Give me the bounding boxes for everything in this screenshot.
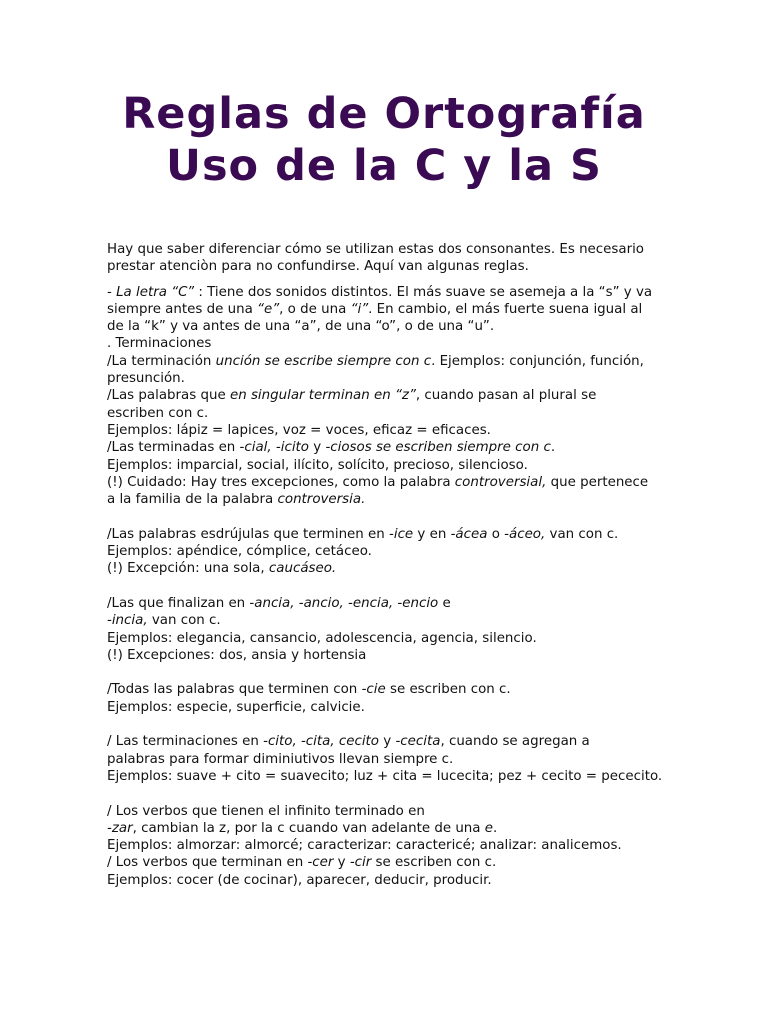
title-line-2: Uso de la C y la S [166, 141, 602, 191]
text-segment: , cuando se agregan a [440, 734, 590, 750]
title-line-1: Reglas de Ortografía [122, 89, 646, 139]
text-segment: Ejemplos: especie, superficie, calvicie. [107, 699, 365, 715]
italic-text: -áceo, [504, 526, 546, 542]
text-segment: escriben con c. [107, 405, 209, 421]
text-segment: van con c. [147, 613, 221, 629]
text-segment: y [308, 440, 326, 456]
paragraph-spacer [107, 508, 667, 525]
text-segment: . Ejemplos: conjunción, función, [431, 353, 644, 369]
text-segment: / Los verbos que tienen el infinito terminado en [107, 803, 425, 819]
text-line [107, 335, 667, 352]
text-line [107, 630, 667, 647]
paragraph-spacer [107, 716, 667, 733]
text-line [107, 370, 667, 387]
italic-text: controversial, [454, 474, 547, 490]
text-segment: Ejemplos: suave + cito = suavecito; luz + cita = lucecita; pez + cecito = pececito. [107, 768, 663, 784]
italic-text: -zar [107, 820, 133, 836]
text-line [107, 353, 667, 370]
text-segment: y [333, 855, 350, 871]
text-segment: . En cambio, el más fuerte suena igual al [368, 301, 643, 317]
italic-text: e [484, 820, 493, 836]
text-segment: /Las palabras que [107, 388, 230, 404]
text-line [107, 422, 667, 439]
italic-text: -ice [389, 526, 414, 542]
text-segment: Ejemplos: almorzar: almorcé; caracterizar: caractericé; analizar: analicemos. [107, 838, 622, 854]
text-segment: /Las terminadas en [107, 440, 240, 456]
text-line [107, 457, 667, 474]
text-line [107, 387, 667, 404]
paragraph-spacer [107, 785, 667, 802]
text-segment: (!) Excepción: una sola, [107, 561, 269, 577]
text-segment: . [493, 820, 498, 836]
text-line [107, 837, 667, 854]
paragraph-spacer [107, 664, 667, 681]
text-segment: Ejemplos: lápiz = lapices, voz = voces, eficaz = eficaces. [107, 422, 491, 438]
text-line [107, 699, 667, 716]
text-line [107, 543, 667, 560]
text-segment: se escriben con c. [371, 855, 497, 871]
text-segment: y [379, 734, 396, 750]
text-line [107, 612, 667, 629]
text-segment: Ejemplos: cocer (de cocinar), aparecer, deducir, producir. [107, 872, 492, 888]
text-segment: : Tiene dos sonidos distintos. El más suave se asemeja a la “s” y va [194, 284, 653, 300]
text-segment: /La terminación [107, 353, 216, 369]
text-line [107, 560, 667, 577]
text-segment: . Terminaciones [107, 336, 212, 352]
text-line [107, 439, 667, 456]
text-segment: Ejemplos: imparcial, social, ilícito, solícito, precioso, silencioso. [107, 457, 528, 473]
italic-text: -cir [349, 855, 372, 871]
text-line [107, 491, 667, 508]
italic-text: “i” [350, 301, 369, 317]
text-segment: Ejemplos: apéndice, cómplice, cetáceo. [107, 544, 372, 560]
italic-text: en singular terminan en “z” [229, 388, 416, 404]
text-line [107, 301, 667, 318]
italic-text: -cecita [395, 734, 441, 750]
text-segment: /Las palabras esdrújulas que terminen en [107, 526, 390, 542]
text-line [107, 284, 667, 301]
text-segment: , cuando pasan al plural se [415, 388, 597, 404]
text-segment: / Los verbos que terminan en [107, 855, 308, 871]
document-body [107, 241, 667, 889]
text-segment: /Todas las palabras que terminen con [107, 682, 362, 698]
italic-text: caucáseo. [268, 561, 337, 577]
italic-text: -cer [307, 855, 334, 871]
text-segment: (!) Excepciones: dos, ansia y hortensia [107, 647, 367, 663]
text-segment: palabras para formar diminiutivos llevan siempre c. [107, 751, 454, 767]
text-segment: a la familia de la palabra [107, 492, 278, 508]
italic-text: unción se escribe siempre con c [215, 353, 432, 369]
text-line [107, 681, 667, 698]
text-segment: o [487, 526, 505, 542]
text-segment: /Las que finalizan en [107, 595, 250, 611]
text-segment: Hay que saber diferenciar cómo se utilizan estas dos consonantes. Es necesario [107, 242, 644, 257]
paragraph-spacer [107, 578, 667, 595]
text-segment: que pertenece [546, 474, 649, 490]
text-line [107, 526, 667, 543]
text-line [107, 751, 667, 768]
text-line [107, 318, 667, 335]
text-line [107, 474, 667, 491]
italic-text: -ancia, -ancio, -encia, -encio [249, 595, 439, 611]
text-segment: y en [413, 526, 451, 542]
text-segment: de la “k” y va antes de una “a”, de una “o”, o de una “u”. [107, 319, 495, 335]
text-segment: prestar atenciòn para no confundirse. Aquí van algunas reglas. [107, 259, 529, 275]
italic-text: -ácea [450, 526, 488, 542]
text-segment: siempre antes de una [107, 301, 258, 317]
text-segment: Ejemplos: elegancia, cansancio, adolescencia, agencia, silencio. [107, 630, 537, 646]
text-segment: . [550, 440, 556, 456]
text-segment: e [438, 595, 451, 611]
italic-text: -incia, [107, 613, 148, 629]
text-segment: (!) Cuidado: Hay tres excepciones, como la palabra [107, 474, 455, 490]
italic-text: controversia. [277, 492, 366, 508]
text-segment: / Las terminaciones en [107, 734, 264, 750]
text-line [107, 872, 667, 889]
italic-text: “e” [257, 301, 280, 317]
italic-text: -cie [361, 682, 386, 698]
text-line [107, 733, 667, 750]
italic-text: La letra “C” [116, 284, 195, 300]
text-segment: - [107, 284, 117, 300]
text-line [107, 647, 667, 664]
text-line [107, 405, 667, 422]
document-title [0, 88, 768, 192]
italic-text: -cial, -icito [239, 440, 309, 456]
text-segment: , o de una [279, 301, 351, 317]
text-line [107, 258, 667, 275]
text-line [107, 854, 667, 871]
text-line [107, 241, 667, 258]
paragraph-spacer [107, 276, 667, 284]
italic-text: -cito, -cita, cecito [263, 734, 379, 750]
text-line [107, 820, 667, 837]
text-line [107, 595, 667, 612]
text-segment: presunción. [107, 371, 185, 387]
text-line [107, 768, 667, 785]
text-line [107, 803, 667, 820]
text-segment: se escriben con c. [385, 682, 511, 698]
text-segment: , cambian la z, por la c cuando van adelante de una [132, 820, 485, 836]
text-segment: van con c. [545, 526, 619, 542]
italic-text: -ciosos se escriben siempre con c [325, 440, 551, 456]
